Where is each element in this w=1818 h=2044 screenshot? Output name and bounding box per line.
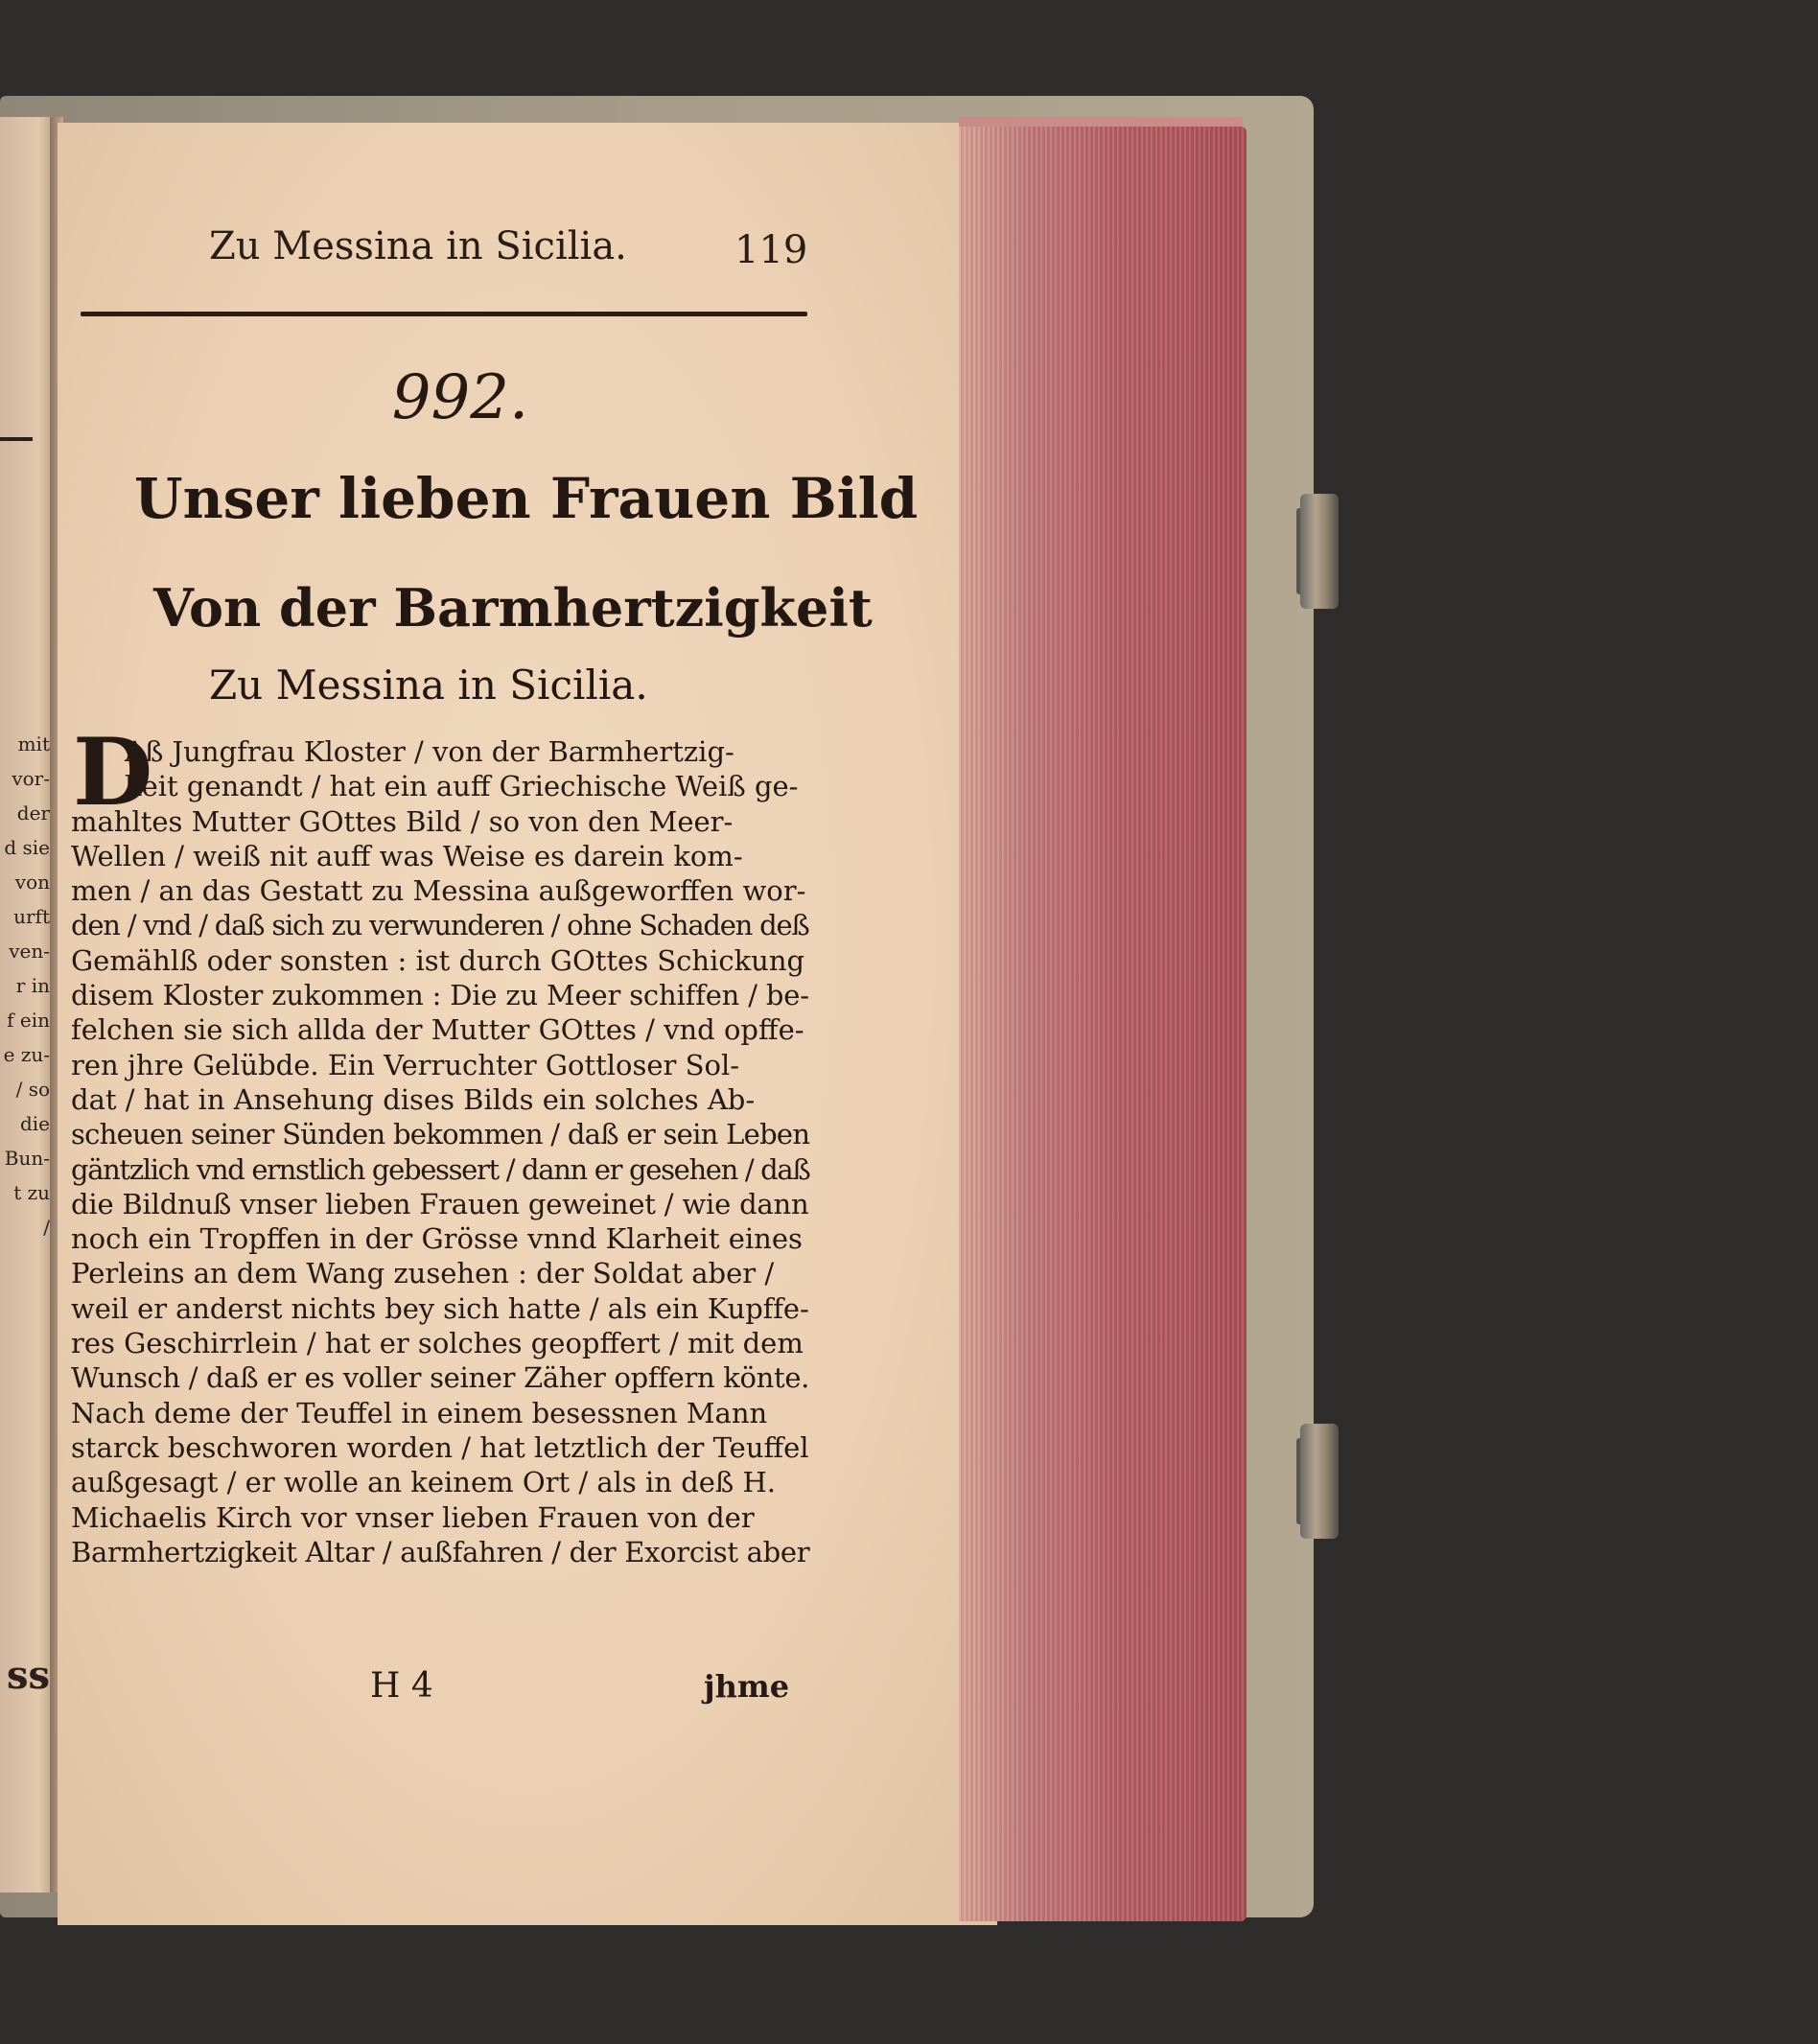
body-line: gäntzlich vnd ernstlich gebessert / dann er gesehen / daß: [71, 1152, 810, 1186]
body-line: mahltes Mutter GOttes Bild / so von den Meer-: [71, 804, 734, 838]
body-line: Nach deme der Teuffel in einem besessnen Mann: [71, 1396, 768, 1429]
body-line: die Bildnuß vnser lieben Frauen geweinet / wie dann: [71, 1187, 809, 1220]
left-page-fragment: der: [16, 801, 50, 825]
entry-title: Unser lieben Frauen Bild: [134, 466, 919, 531]
left-page-fragment: ven-: [9, 940, 50, 963]
catchword: jhme: [704, 1668, 790, 1705]
left-page-fragment: r in: [15, 974, 50, 997]
left-page-rule: [0, 437, 33, 441]
body-line: Perleins an dem Wang zusehen : der Soldat aber /: [71, 1257, 775, 1290]
left-page-fragment: ss: [6, 1653, 50, 1698]
left-page-fragment: die: [19, 1112, 50, 1135]
body-line: ren jhre Gelübde. Ein Verruchter Gottloser Sol-: [71, 1048, 740, 1081]
clasp-lower: [1300, 1424, 1339, 1539]
entry-location: Zu Messina in Sicilia.: [209, 662, 648, 708]
left-page-fragment: mit: [17, 732, 50, 755]
body-line: weil er anderst nichts bey sich hatte / als ein Kupffe-: [71, 1291, 809, 1325]
page-edges-red: [959, 127, 1247, 1921]
body-line: men / an das Gestatt zu Messina außgeworffen wor-: [71, 874, 806, 908]
body-line: Aß Jungfrau Kloster / von der Barmhertzig-: [125, 735, 734, 768]
body-line: Barmhertzigkeit Altar / außfahren / der Exorcist aber: [71, 1535, 810, 1568]
body-line: starck beschworen worden / hat letztlich der Teuffel: [71, 1430, 809, 1464]
clasp-upper: [1300, 494, 1339, 609]
body-line: disem Kloster zukommen : Die zu Meer schiffen / be-: [71, 979, 809, 1012]
body-line: den / vnd / daß sich zu verwunderen / ohne Schaden deß: [71, 909, 809, 942]
left-page-fragment: t zu: [13, 1181, 50, 1204]
body-line: scheuen seiner Sünden bekommen / daß er sein Leben: [71, 1118, 810, 1151]
body-line: noch ein Tropffen in der Grösse vnnd Klarheit eines: [71, 1222, 803, 1256]
body-line: Wellen / weiß nit auff was Weise es darein kom-: [71, 839, 743, 872]
body-line: felchen sie sich allda der Mutter GOttes / vnd opffe-: [71, 1013, 804, 1047]
left-page-fragment: urft: [13, 905, 50, 928]
header-rule: [81, 312, 807, 316]
body-text: [71, 734, 819, 1569]
signature-mark: H 4: [370, 1666, 433, 1706]
left-page-fragment: f ein: [7, 1009, 50, 1032]
body-line: außgesagt / er wolle an keinem Ort / als in deß H.: [71, 1466, 777, 1499]
body-line: Wunsch / daß er es voller seiner Zäher opffern könte.: [71, 1361, 810, 1395]
drop-cap: D: [73, 718, 153, 826]
running-title: Zu Messina in Sicilia.: [209, 224, 627, 268]
body-line: Gemählß oder sonsten : ist durch GOttes Schickung: [71, 943, 805, 977]
left-page-fragment: d sie: [4, 836, 50, 859]
left-page-fragment: /: [43, 1216, 50, 1239]
body-line: dat / hat in Ansehung dises Bilds ein solches Ab-: [71, 1082, 756, 1116]
left-page-fragment: / so: [15, 1078, 50, 1101]
body-line: res Geschirrlein / hat er solches geopffert / mit dem: [71, 1327, 804, 1360]
page-number: 119: [734, 228, 808, 272]
left-page-fragment: von: [14, 871, 50, 894]
left-page-fragment: vor-: [12, 767, 50, 790]
body-line: keit genandt / hat ein auff Griechische Weiß ge-: [125, 770, 799, 803]
body-line: Michaelis Kirch vor vnser lieben Frauen von der: [71, 1500, 755, 1534]
left-page-fragment: e zu-: [3, 1043, 50, 1066]
entry-subtitle: Von der Barmhertzigkeit: [153, 577, 873, 639]
entry-number: 992.: [391, 362, 529, 433]
left-page-fragment: Bun-: [4, 1147, 50, 1170]
